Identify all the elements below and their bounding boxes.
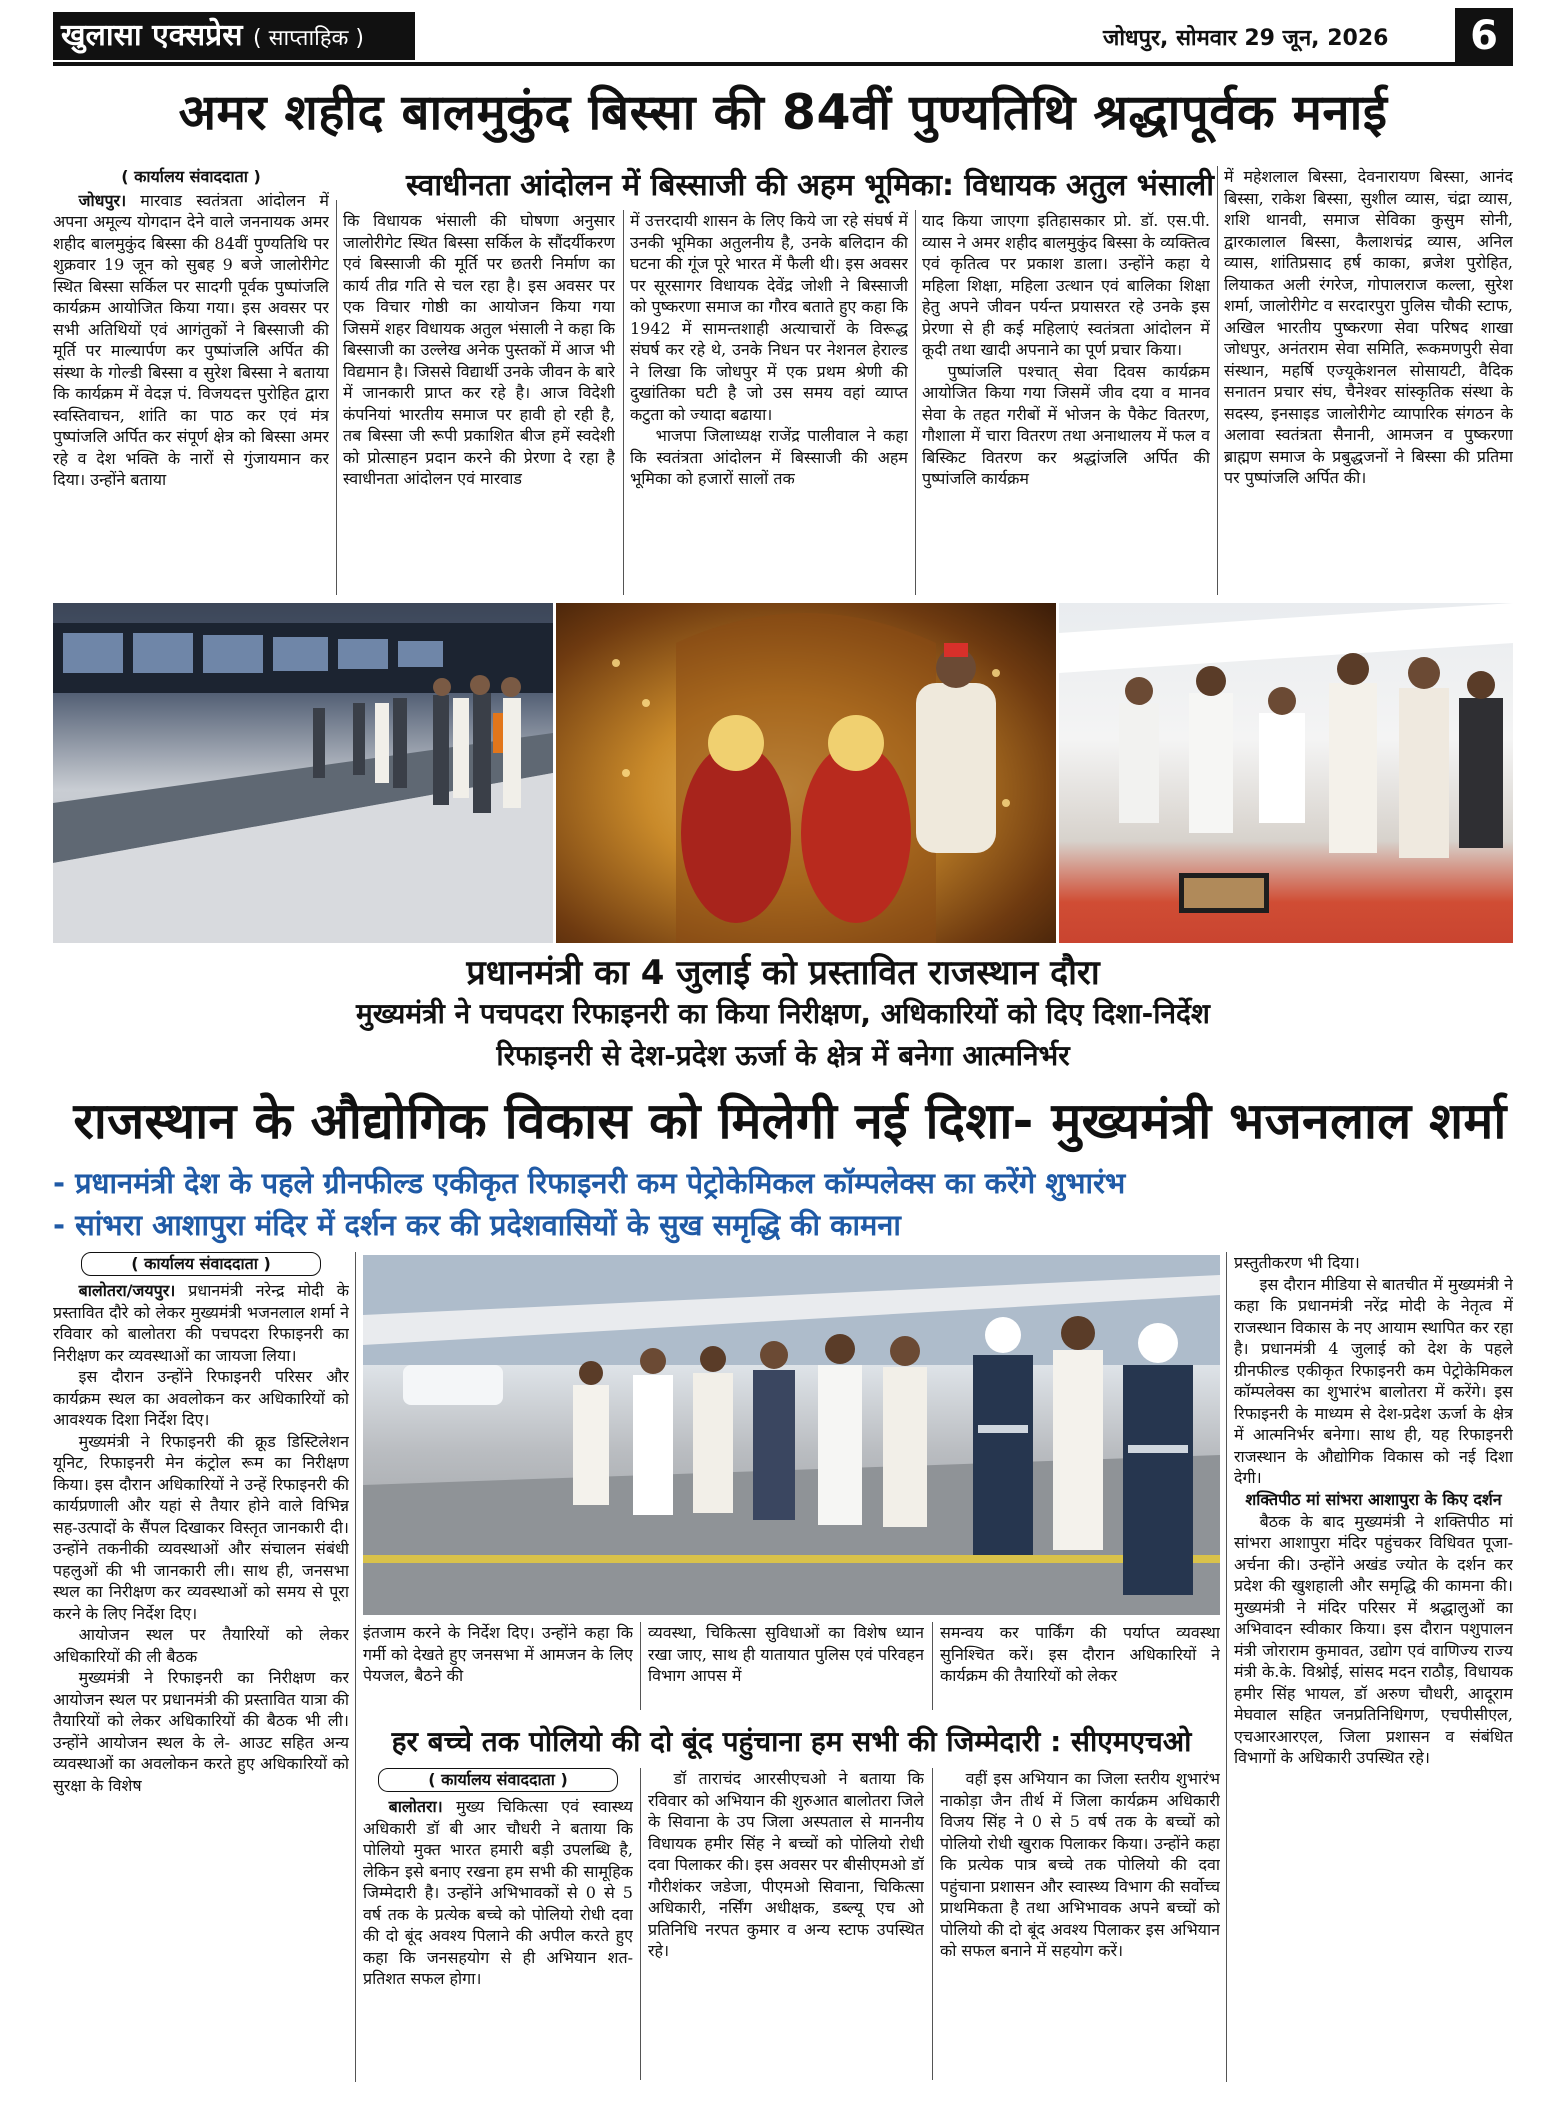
story2-col5-p2: इस दौरान मीडिया से बातचीत में मुख्यमंत्री ने कहा कि प्रधानमंत्री नरेंद्र मोदी के नेतृत्व में राजस्थान विकास के नए आयाम स्थापित कर रहा है। प्रधानमंत्री 4 जुलाई को देश के पहले ग्रीनफील्ड एकीकृत रिफाइनरी कम पेट्रोकेमिकल कॉम्पलेक्स का शुभारंभ बालोतरा में करेंगे। इस रिफाइनरी के माध्यम से देश-प्रदेश ऊर्जा के क्षेत्र में आत्मनिर्भर बनेगा। साथ ही, यह रिफाइनरी राजस्थान के औद्योगिक विकास को नई दिशा देगी। <box>1234 1274 1513 1487</box>
event-illustration <box>1059 603 1513 943</box>
story2-kicker-3: रिफाइनरी से देश-प्रदेश ऊर्जा के क्षेत्र में बनेगा आत्मनिर्भर <box>496 1039 1070 1072</box>
refinery-walk-photo <box>363 1255 1220 1615</box>
column-divider <box>640 1768 641 2080</box>
story3-byline: ( कार्यालय संवाददाता ) <box>378 1768 618 1792</box>
story3-col1-text: मुख्य चिकित्सा एवं स्वास्थ्य अधिकारी डॉ बी आर चौधरी ने बताया कि पोलियो मुक्त भारत हमारी बड़ी उपलब्धि है, लेकिन इसे बनाए रखना हम सभी की सामूहिक जिम्मेदारी है। उन्होंने अभिभावकों से 0 से 5 वर्ष तक के प्रत्येक बच्चे को पोलियो रोधी दवा की दो बूंद अवश्य पिलाने की अपील करते हुए कहा कि जनसहयोग से ही अभियान शत-प्रतिशत सफल होगा। <box>363 1797 633 1988</box>
story2-mid-column-3 <box>940 1622 1220 1712</box>
story3-dateline-place: बालोतरा। <box>388 1797 443 1816</box>
story1-dateline-place: जोधपुर। <box>78 190 127 210</box>
brand-name: खुलासा एक्सप्रेस <box>61 18 243 53</box>
story2-col1-p1: प्रधानमंत्री नरेन्द्र मोदी के प्रस्तावित दौरे को लेकर मुख्यमंत्री भजनलाल शर्मा ने रविवार को बालोतरा की पचपदरा रिफाइनरी का निरीक्षण कर व्यवस्थाओं का जायजा लिया। <box>53 1281 349 1365</box>
story1-col2-text: कि विधायक भंसाली की घोषणा अनुसार जालोरीगेट स्थित बिस्सा सर्किल के सौंदर्यीकरण एवं बिस्साजी की मूर्ति पर छतरी निर्माण का कार्य तीव्र गति से चल रहा है। इस अवसर पर एक विचार गोष्ठी का आयोजन किया गया जिसमें शहर विधायक अतुल भंसाली ने कहा कि बिस्साजी का उल्लेख अनेक पुस्तकों में आज भी विद्यमान है। जिससे विद्यार्थी उनके जीवन के बारे में जानकारी प्राप्त कर रहे है। आज विदेशी कंपनियां भारतीय समाज पर हावी हो रही है, तब बिस्सा जी रूपी प्रकाशित बीज हमें स्वदेशी को प्रोत्साहन प्रदान करने की प्रेरणा दे रहा है स्वाधीनता आंदोलन एवं मारवाड <box>343 211 615 488</box>
story1-col3a-text: में उत्तरदायी शासन के लिए किये जा रहे संघर्ष में उनकी भूमिका अतुलनीय है, उनके बलिदान की घटना की गूंज पूरे भारत में फैली थी। इस अवसर पर सूरसागर विधायक देवेंद्र जोशी ने बिस्साजी को पुष्करणा समाज का गौरव बताते हुए कहा कि 1942 में सामन्तशाही अत्याचारों के विरूद्ध संघर्ष कर रहे थे, उनके निधन पर नेशनल हेराल्ड ने लिखा कि जोधपुर में एक प्रथम श्रेणी की दुखांतिका घटी है जो उस समय वहां व्याप्त कटुता को ज्यादा बढाया। <box>630 211 908 424</box>
column-divider <box>623 210 624 595</box>
story1-byline: ( कार्यालय संवाददाता ) <box>121 167 261 186</box>
story2-kicker-2: मुख्यमंत्री ने पचपदरा रिफाइनरी का किया निरीक्षण, अधिकारियों को दिए दिशा-निर्देश <box>356 997 1210 1030</box>
story2-column-1 <box>53 1252 349 2082</box>
temple-illustration <box>556 603 1056 943</box>
story2-bullet-1: - प्रधानमंत्री देश के पहले ग्रीनफील्ड एकीकृत रिफाइनरी कम पेट्रोकेमिकल कॉम्पलेक्स का करेंगे शुभारंभ <box>53 1166 1126 1200</box>
story1-column-5 <box>1224 166 1513 598</box>
story2-col1-p2: इस दौरान उन्होंने रिफाइनरी परिसर और कार्यक्रम स्थल का अवलोकन कर अधिकारियों को आवश्यक दिशा निर्देश दिए। <box>53 1367 349 1429</box>
story2-col5-p1: प्रस्तुतीकरण भी दिया। <box>1234 1253 1360 1272</box>
story2-byline: ( कार्यालय संवाददाता ) <box>81 1252 321 1276</box>
column-divider <box>640 1622 641 1710</box>
story2-mid1-text: इंतजाम करने के निर्देश दिए। उन्होंने कहा कि गर्मी को देखते हुए जनसभा में आमजन के लिए पेयजल, बैठने की <box>363 1623 633 1685</box>
column-divider <box>336 200 337 595</box>
column-divider <box>1226 1252 1227 2082</box>
story3-column-3 <box>940 1768 1220 2082</box>
edition-label: ( साप्ताहिक ) <box>253 26 365 51</box>
story3-col2-text: डॉ ताराचंद आरसीएचओ ने बताया कि रविवार को अभियान की शुरुआत बालोतरा जिले के सिवाना के उप जिला अस्पताल से माननीय विधायक हमीर सिंह ने बच्चों को पोलियो रोधी दवा पिलाकर की। इस अवसर पर बीसीएमओ डॉ गौरीशंकर जडेजा, पीएमओ सिवाना, चिकित्सा अधिकारी, नर्सिंग अधीक्षक, डब्ल्यू एच ओ प्रतिनिधि नरपत कुमार व अन्य स्टाफ उपस्थित रहे। <box>648 1769 924 1960</box>
story1-col3b-text: भाजपा जिलाध्यक्ष राजेंद्र पालीवाल ने कहा कि स्वतंत्रता आंदोलन में बिस्साजी की अहम भूमिका को हजारों सालों तक <box>630 426 908 488</box>
story2-bullet-2: - सांभरा आशापुरा मंदिर में दर्शन कर की प्रदेशवासियों के सुख समृद्धि की कामना <box>53 1208 901 1242</box>
dateline: जोधपुर, सोमवार 29 जून, 2026 <box>1103 26 1389 51</box>
story3-headline: हर बच्चे तक पोलियो की दो बूंद पहुंचाना हम सभी की जिम्मेदारी : सीएमएचओ <box>391 1725 1192 1758</box>
story2-mid2-text: व्यवस्था, चिकित्सा सुविधाओं का विशेष ध्यान रखा जाए, साथ ही यातायात पुलिस एवं परिवहन विभाग आपस में <box>648 1623 924 1685</box>
story2-kicker-1: प्रधानमंत्री का 4 जुलाई को प्रस्तावित राजस्थान दौरा <box>466 953 1100 993</box>
story3-column-2 <box>648 1768 924 2082</box>
newspaper-brand <box>53 12 415 60</box>
column-divider <box>355 1252 356 2082</box>
story1-column-4 <box>922 210 1210 598</box>
page-number: 6 <box>1455 8 1513 64</box>
story1-headline: अमर शहीद बालमुकुंद बिस्सा की 84वीं पुण्यतिथि श्रद्धापूर्वक मनाई <box>178 84 1388 141</box>
story1-col4a-text: याद किया जाएगा इतिहासकार प्रो. डॉ. एस.पी. व्यास ने अमर शहीद बालमुकुंद बिस्सा के व्यक्तित्व एवं कृतित्व पर प्रकाश डाला। उन्होंने कहा ये महिला शिक्षा, महिला उत्थान एवं बालिका शिक्षा हेतु अपने जीवन पर्यन्त प्रयासरत रहे उनके इस प्रेरणा से ही कई महिलाएं स्वतंत्रता आंदोलन में कूदी तथा खादी अपनाने का पूर्ण प्रचार किया। <box>922 211 1210 359</box>
story2-col5-subhead: शक्तिपीठ मां सांभरा आशापुरा के किए दर्शन <box>1245 1489 1502 1509</box>
control-room-illustration <box>53 603 553 943</box>
story1-col5-text: में महेशलाल बिस्सा, देवनारायण बिस्सा, आनंद बिस्सा, राकेश बिस्सा, सुशील व्यास, चंद्रा व्यास, शशि थानवी, समाज सेविका कुसुम सोनी, द्वारकालाल बिस्सा, कैलाशचंद्र व्यास, अनिल व्यास, शांतिप्रसाद हर्ष काका, ब्रजेश पुरोहित, लियाकत अली रंगरेज, गोपालराज कल्ला, सुरेश शर्मा, जालोरीगेट व सरदारपुरा पुलिस चौकी स्टाफ, अखिल भारतीय पुष्करणा सेवा परिषद शाखा जोधपुर, अनंतराम सेवा समिति, रूकमणपुरी सेवा संस्थान, महर्षि एज्यूकेशनल सोसायटी, वैदिक सनातन प्रचार संघ, चैनेश्वर सांस्कृतिक संस्था के सदस्य, इनसाइड जालोरीगेट व्यापारिक संगठन के अलावा स्वतंत्रता सैनानी, आमजन व पुष्करणा ब्राह्मण समाज के प्रबुद्धजनों ने बिस्सा की प्रतिमा पर पुष्पांजलि अर्पित की। <box>1224 167 1513 487</box>
story2-column-5 <box>1234 1252 1513 2082</box>
story3-column-1 <box>363 1768 633 2082</box>
masthead <box>53 8 1513 66</box>
story3-col3-text: वहीं इस अभियान का जिला स्तरीय शुभारंभ नाकोड़ा जैन तीर्थ में जिला कार्यक्रम अधिकारी विजय सिंह ने 0 से 5 वर्ष तक के बच्चों को पोलियो रोधी खुराक पिलाकर किया। उन्होंने कहा कि प्रत्येक पात्र बच्चे तक पोलियो की दवा पहुंचाना प्रशासन और स्वास्थ्य विभाग की सर्वोच्च प्राथमिकता है तथा अभिभावक अपने बच्चों को पोलियो की दो बूंद अवश्य पिलाकर इस अभियान को सफल बनाने में सहयोग करें। <box>940 1769 1220 1960</box>
story2-mid3-text: समन्वय कर पार्किंग की पर्याप्त व्यवस्था सुनिश्चित करें। इस दौरान अधिकारियों ने कार्यक्रम की तैयारियों को लेकर <box>940 1623 1220 1685</box>
temple-photo <box>556 603 1056 943</box>
column-divider <box>1217 166 1218 595</box>
story1-col1-text: मारवाड स्वतंत्रता आंदोलन में अपना अमूल्य योगदान देने वाले जननायक अमर शहीद बालमुकुंद बिस्सा की 84वीं पुण्यतिथि पर शुक्रवार 19 जून को सुबह 9 बजे जालोरीगेट स्थित बिस्सा सर्किल पर सादगी पूर्वक पुष्पांजलि कार्यक्रम आयोजित किया गया। इस अवसर पर सभी अतिथियों एवं आगंतुकों ने बिस्साजी की मूर्ति पर माल्यार्पण कर पुष्पांजलि अर्पित की संस्था के गोल्डी बिस्सा व सुरेश बिस्सा ने बताया कि कार्यक्रम में वेदज्ञ पं. विजयदत्त पुरोहित द्वारा स्वस्तिवाचन, शांति का पाठ कर एवं मंत्र पुष्पांजलि अर्पित कर संपूर्ण क्षेत्र को बिस्सा अमर रहे व देश भक्ति के नारों से गुंजायमान कर दिया। उन्होंने बताया <box>53 190 329 489</box>
story2-dateline-place: बालोतरा/जयपुर। <box>78 1281 176 1300</box>
story1-column-3 <box>630 210 908 598</box>
event-photo <box>1059 603 1513 943</box>
story2-mid-column-2 <box>648 1622 924 1712</box>
story2-headline: राजस्थान के औद्योगिक विकास को मिलेगी नई दिशा- मुख्यमंत्री भजनलाल शर्मा <box>73 1092 1507 1150</box>
story2-col5-p3: बैठक के बाद मुख्यमंत्री ने शक्तिपीठ मां सांभरा आशापुरा मंदिर पहुंचकर विधिवत पूजा-अर्चना की। उन्होंने अखंड ज्योत के दर्शन कर प्रदेश की खुशहाली और समृद्धि की कामना की। मुख्यमंत्री ने मंदिर परिसर में श्रद्धालुओं का अभिवादन स्वीकार किया। इस दौरान पशुपालन मंत्री जोराराम कुमावत, उद्योग एवं वाणिज्य राज्य मंत्री के.के. विश्नोई, सांसद मदन राठौड़, विधायक हमीर सिंह भायल, डॉ अरुण चौधरी, आदूराम मेघवाल सहित जनप्रतिनिधिगण, एचपीसीएल, एचआरआरएल, जिला प्रशासन व संबंधित विभागों के अधिकारी उपस्थित रहे। <box>1234 1511 1513 1767</box>
refinery-walk-illustration <box>363 1255 1220 1615</box>
control-room-photo <box>53 603 553 943</box>
story1-col4b-text: पुष्पांजलि पश्चात् सेवा दिवस कार्यक्रम आयोजित किया गया जिसमें जीव दया व मानव सेवा के तहत गरीबों में भोजन के पैकेट वितरण, गौशाला में चारा वितरण तथा अनाथालय में फल व बिस्किट वितरण कर श्रद्धांजलि अर्पित की पुष्पांजलि कार्यक्रम <box>922 361 1210 488</box>
column-divider <box>932 1768 933 2080</box>
story2-mid-column-1 <box>363 1622 633 1712</box>
story2-col1-p5: मुख्यमंत्री ने रिफाइनरी का निरीक्षण कर आयोजन स्थल पर प्रधानमंत्री की प्रस्तावित यात्रा की तैयारियों को लेकर अधिकारियों की बैठक भी ली। उन्होंने आयोजन स्थल के ले- आउट सहित अन्य व्यवस्थाओं का अवलोकन करते हुए अधिकारियों को सुरक्षा के विशेष <box>53 1668 349 1795</box>
story2-col1-p4: आयोजन स्थल पर तैयारियों को लेकर अधिकारियों की ली बैठक <box>53 1625 349 1666</box>
story1-column-1 <box>53 166 329 598</box>
story2-col1-p3: मुख्यमंत्री ने रिफाइनरी की क्रूड डिस्टिलेशन यूनिट, रिफाइनरी मेन कंट्रोल रूम का निरीक्षण किया। इस दौरान अधिकारियों ने उन्हें रिफाइनरी की कार्यप्रणाली और यहां से तैयार होने वाले विभिन्न सह-उत्पादों के सैंपल दिखाकर विस्तृत जानकारी दी। उन्होंने तकनीकी व्यवस्थाओं और संचालन संबंधी पहलुओं की भी जानकारी ली। साथ ही, जनसभा स्थल का निरीक्षण कर व्यवस्थाओं को समय से पूरा करने के लिए निर्देश दिए। <box>53 1431 349 1623</box>
story1-subheadline: स्वाधीनता आंदोलन में बिस्साजी की अहम भूमिका: विधायक अतुल भंसाली <box>405 168 1215 203</box>
column-divider <box>915 210 916 595</box>
column-divider <box>932 1622 933 1710</box>
story1-column-2 <box>343 210 615 598</box>
